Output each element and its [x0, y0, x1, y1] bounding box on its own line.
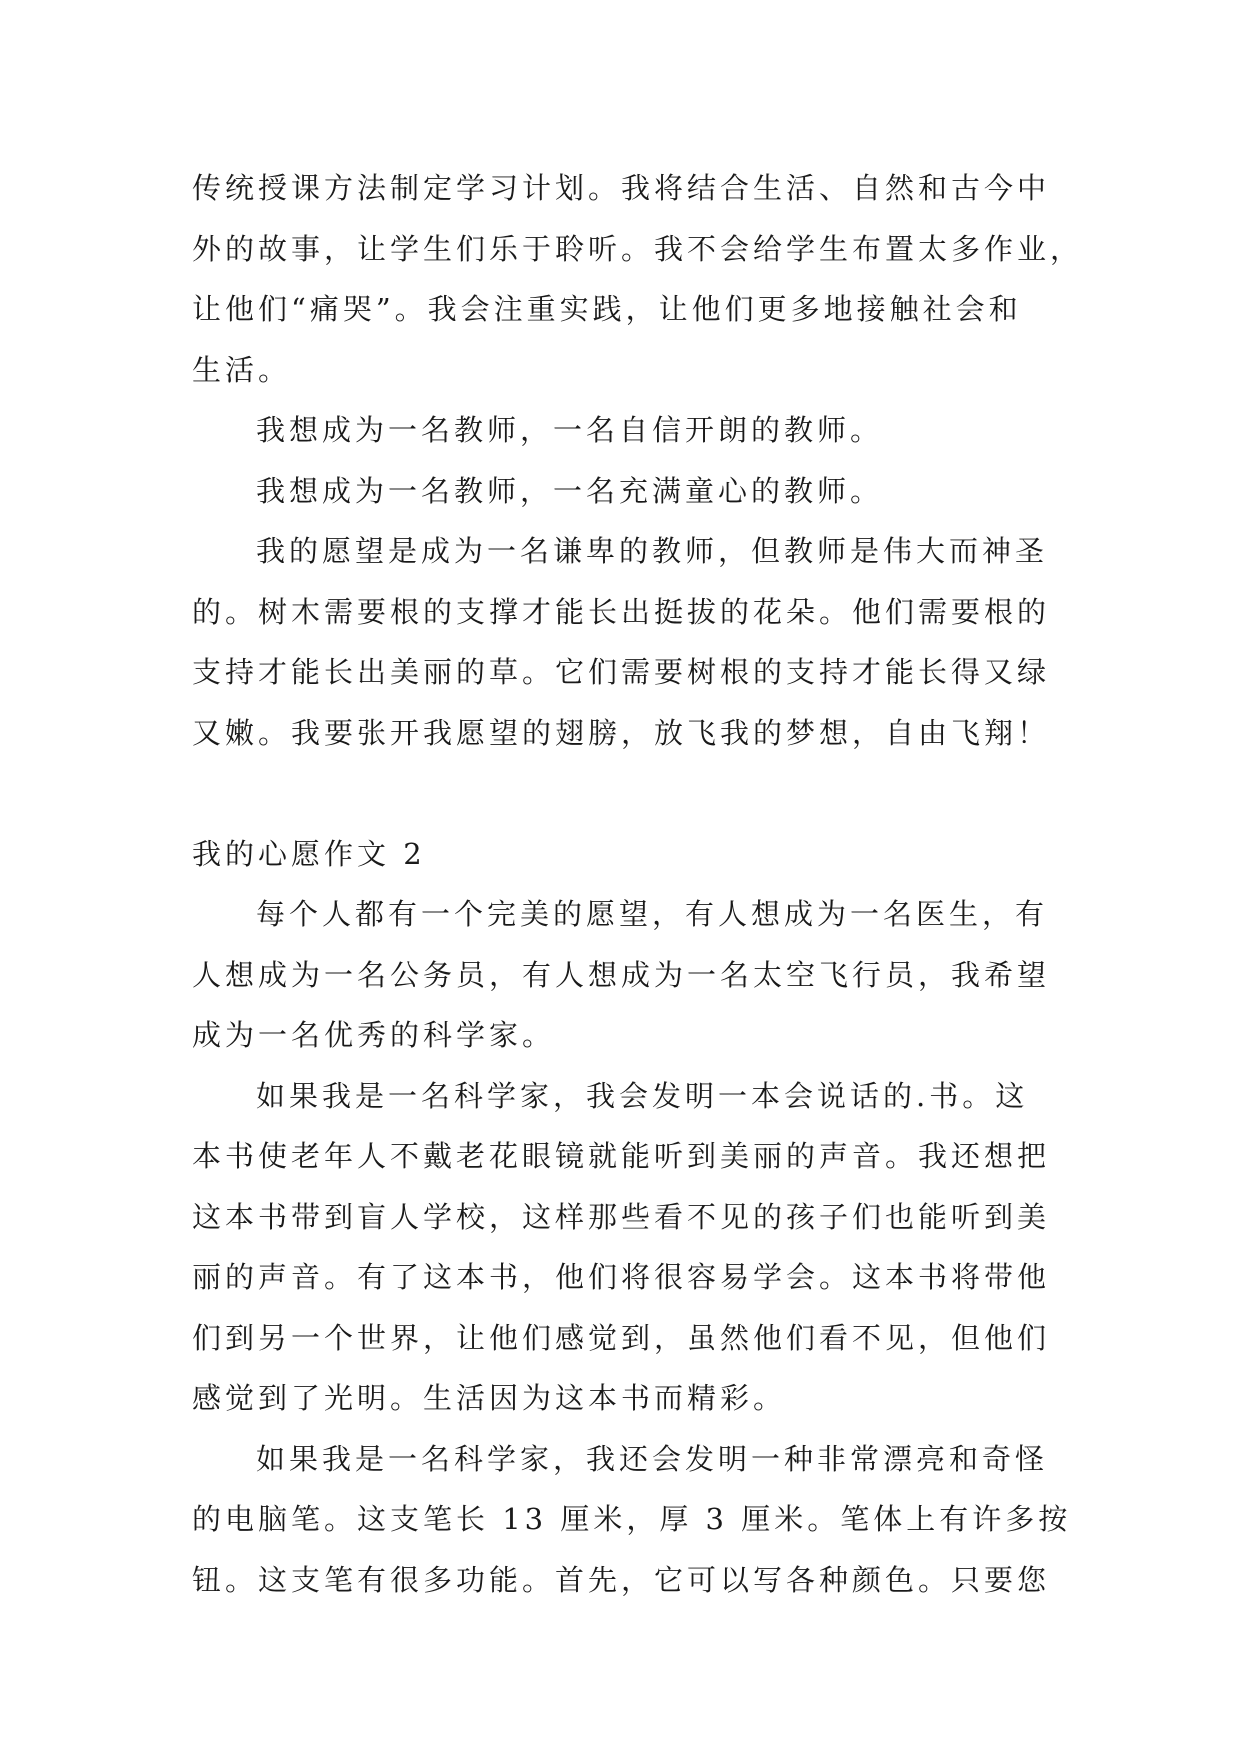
paragraph-start-line: 我想成为一名教师，一名充满童心的教师。 [256, 473, 884, 508]
text-line: 人想成为一名公务员，有人想成为一名太空飞行员，我希望 [192, 957, 1051, 992]
text-line: 支持才能长出美丽的草。它们需要树根的支持才能长得又绿 [192, 655, 1051, 689]
text-line: 成为一名优秀的科学家。 [192, 1018, 556, 1052]
paragraph-start-line: 如果我是一名科学家，我会发明一本会说话的.书。这 [256, 1078, 1029, 1113]
text-line: 外的故事，让学生们乐于聆听。我不会给学生布置太多作业， [192, 231, 1084, 266]
paragraph-start-line: 每个人都有一个完美的愿望，有人想成为一名医生，有 [256, 897, 1049, 931]
text-line: 本书使老年人不戴老花眼镜就能听到美丽的声音。我还想把 [192, 1139, 1051, 1173]
text-line: 们到另一个世界，让他们感觉到，虽然他们看不见，但他们 [192, 1320, 1051, 1355]
text-line: 的。树木需要根的支撑才能长出挺拔的花朵。他们需要根的 [192, 594, 1051, 629]
text-line: 的电脑笔。这支笔长 13 厘米，厚 3 厘米。笔体上有许多按 [192, 1502, 1072, 1536]
text-line: 丽的声音。有了这本书，他们将很容易学会。这本书将带他 [192, 1260, 1051, 1294]
text-line: 让他们“痛哭”。我会注重实践，让他们更多地接触社会和 [192, 292, 1022, 326]
section-heading: 我的心愿作文 2 [192, 836, 426, 871]
text-line: 生活。 [192, 352, 292, 387]
paragraph-start-line: 我的愿望是成为一名谦卑的教师，但教师是伟大而神圣 [256, 534, 1049, 568]
document-body [192, 158, 1084, 1610]
paragraph-start-line: 我想成为一名教师，一名自信开朗的教师。 [256, 413, 884, 447]
text-line: 感觉到了光明。生活因为这本书而精彩。 [192, 1381, 787, 1415]
text-line: 又嫩。我要张开我愿望的翅膀，放飞我的梦想，自由飞翔！ [192, 715, 1051, 750]
paragraph-start-line: 如果我是一名科学家，我还会发明一种非常漂亮和奇怪 [256, 1441, 1049, 1476]
text-line: 这本书带到盲人学校，这样那些看不见的孩子们也能听到美 [192, 1199, 1051, 1234]
text-line: 钮。这支笔有很多功能。首先，它可以写各种颜色。只要您 [192, 1562, 1051, 1597]
paragraph-gap [192, 763, 1052, 824]
text-line: 传统授课方法制定学习计划。我将结合生活、自然和古今中 [192, 171, 1051, 205]
